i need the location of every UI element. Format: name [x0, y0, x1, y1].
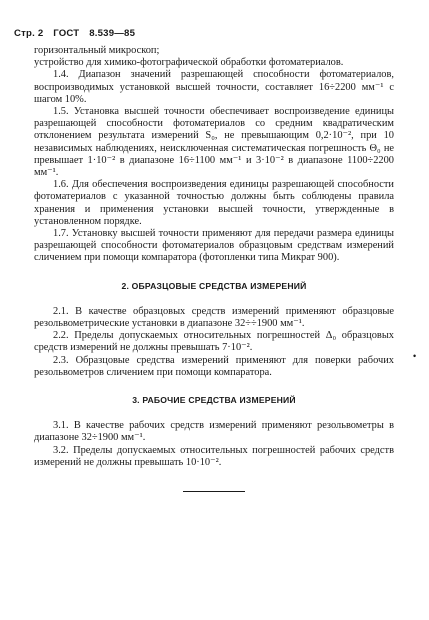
paragraph-1-7: 1.7. Установку высшей точности применяют для передачи размера единицы разрешающей способности фотоматериалов образцовым средствам измерений сличением при помощи компаратора (фотопленки типа Микрат 900). [34, 228, 394, 264]
paragraph-3-2: 3.2. Пределы допускаемых относительных погрешностей рабочих средств измерений не должны превышать 10·10⁻². [34, 444, 394, 468]
running-header [14, 28, 142, 39]
margin-mark: • [413, 351, 417, 361]
paragraph-1-4: 1.4. Диапазон значений разрешающей способности фотоматериалов, воспроизводимых установкой высшей точности, составляет 16÷2200 мм⁻¹ с шагом 10%. [34, 69, 394, 105]
list-item: горизонтальный микроскоп; [34, 45, 160, 56]
paragraph-1-5: 1.5. Установка высшей точности обеспечивает воспроизведение единицы разрешающей способности фотоматериалов со средним квадратическим отклонением результата измерений S₀, не превышающим 0,2·10⁻², при 10 независимых наблюдениях, неисключенная систематическая погрешность Θ₀ не превышает 1·10⁻² в диапазоне 16÷1100 мм⁻¹ и 3·10⁻² в диапазоне 1100÷2200 мм⁻¹. [34, 106, 394, 179]
list-item: устройство для химико-фотографической обработки фотоматериалов. [34, 57, 344, 69]
standard-number: 8.539—85 [89, 28, 136, 39]
page-number: Стр. 2 [14, 28, 44, 39]
standard-label: ГОСТ [53, 28, 80, 39]
end-rule [183, 491, 245, 492]
section-heading-3: 3. РАБОЧИЕ СРЕДСТВА ИЗМЕРЕНИЙ [132, 395, 296, 406]
paragraph-2-3: 2.3. Образцовые средства измерений применяют для поверки рабочих резольвометров сличением при помощи компаратора. [34, 354, 394, 378]
paragraph-1-6: 1.6. Для обеспечения воспроизведения единицы разрешающей способности фотоматериалов с указанной точностью должны быть соблюдены правила хранения и применения установки высшей точности, утвержденные в установленном порядке. [34, 179, 394, 227]
paragraph-3-1: 3.1. В качестве рабочих средств измерений применяют резольвометры в диапазоне 32÷1900 мм⁻¹. [34, 420, 394, 444]
section-heading-2: 2. ОБРАЗЦОВЫЕ СРЕДСТВА ИЗМЕРЕНИЙ [121, 280, 307, 291]
paragraph-2-1: 2.1. В качестве образцовых средств измерений применяют образцовые резольвометрические установки в диапазоне 32÷÷1900 мм⁻¹. [34, 305, 394, 330]
paragraph-2-2: 2.2. Пределы допускаемых относительных погрешностей Δ₀ образцовых средств измерений не должны превышать 7·10⁻². [34, 330, 394, 354]
document-body [34, 45, 394, 492]
